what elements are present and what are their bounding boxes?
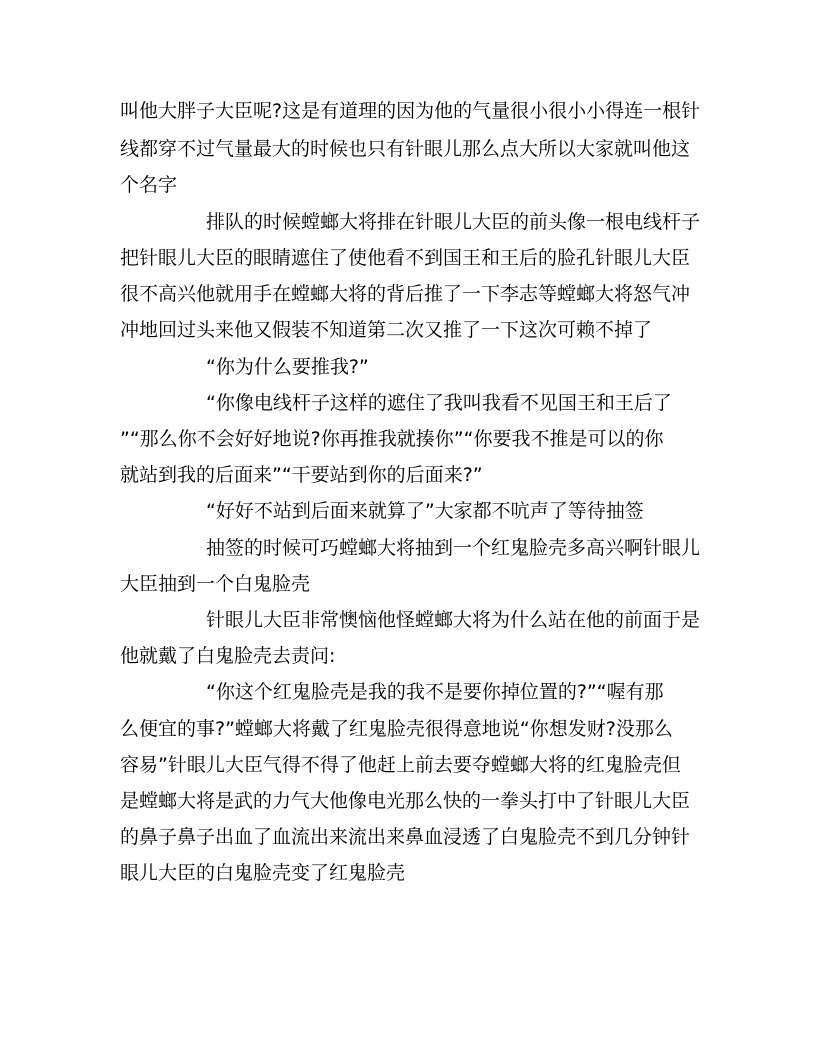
- text-line: 个名字: [120, 174, 178, 196]
- text-line: 的鼻子鼻子出血了血流出来流出来鼻血浸透了白鬼脸壳不到几分钟针: [120, 826, 691, 848]
- text-line: 很不高兴他就用手在螳螂大将的背后推了一下李志等螳螂大将怒气冲: [120, 283, 691, 305]
- text-line: ”“那么你不会好好地说?你再推我就揍你”“你要我不推是可以的你: [120, 428, 664, 450]
- paragraph-first-line: “好好不站到后面来就算了”大家都不吭声了等待抽签: [206, 500, 644, 522]
- text-line: 大臣抽到一个白鬼脸壳: [120, 573, 311, 595]
- text-line: 线都穿不过气量最大的时候也只有针眼儿那么点大所以大家就叫他这: [120, 138, 691, 160]
- text-line: 容易”针眼儿大臣气得不得了他赶上前去要夺螳螂大将的红鬼脸壳但: [120, 754, 681, 776]
- text-line: 冲地回过头来他又假装不知道第二次又推了一下这次可赖不掉了: [120, 319, 653, 341]
- text-line: 他就戴了白鬼脸壳去责问:: [120, 645, 336, 667]
- paragraph-first-line: 针眼儿大臣非常懊恼他怪螳螂大将为什么站在他的前面于是: [206, 609, 701, 631]
- text-line: 叫他大胖子大臣呢?这是有道理的因为他的气量很小很小小得连一根针: [120, 100, 701, 122]
- text-line: 就站到我的后面来”“干要站到你的后面来?”: [120, 464, 483, 486]
- text-line: 么便宜的事?”螳螂大将戴了红鬼脸壳很得意地说“你想发财?没那么: [120, 718, 673, 740]
- paragraph-first-line: 排队的时候螳螂大将排在针眼儿大臣的前头像一根电线杆子: [206, 211, 701, 233]
- text-line: 是螳螂大将是武的力气大他像电光那么快的一拳头打中了针眼儿大臣: [120, 790, 691, 812]
- paragraph-first-line: “你像电线杆子这样的遮住了我叫我看不见国王和王后了: [206, 392, 672, 414]
- paragraph-first-line: “你为什么要推我?”: [206, 356, 369, 378]
- text-line: 把针眼儿大臣的眼睛遮住了使他看不到国王和王后的脸孔针眼儿大臣: [120, 247, 691, 269]
- text-line: 眼儿大臣的白鬼脸壳变了红鬼脸壳: [120, 862, 406, 884]
- paragraph-first-line: 抽签的时候可巧螳螂大将抽到一个红鬼脸壳多高兴啊针眼儿: [206, 537, 701, 559]
- paragraph-first-line: “你这个红鬼脸壳是我的我不是要你掉位置的?”“喔有那: [206, 681, 664, 703]
